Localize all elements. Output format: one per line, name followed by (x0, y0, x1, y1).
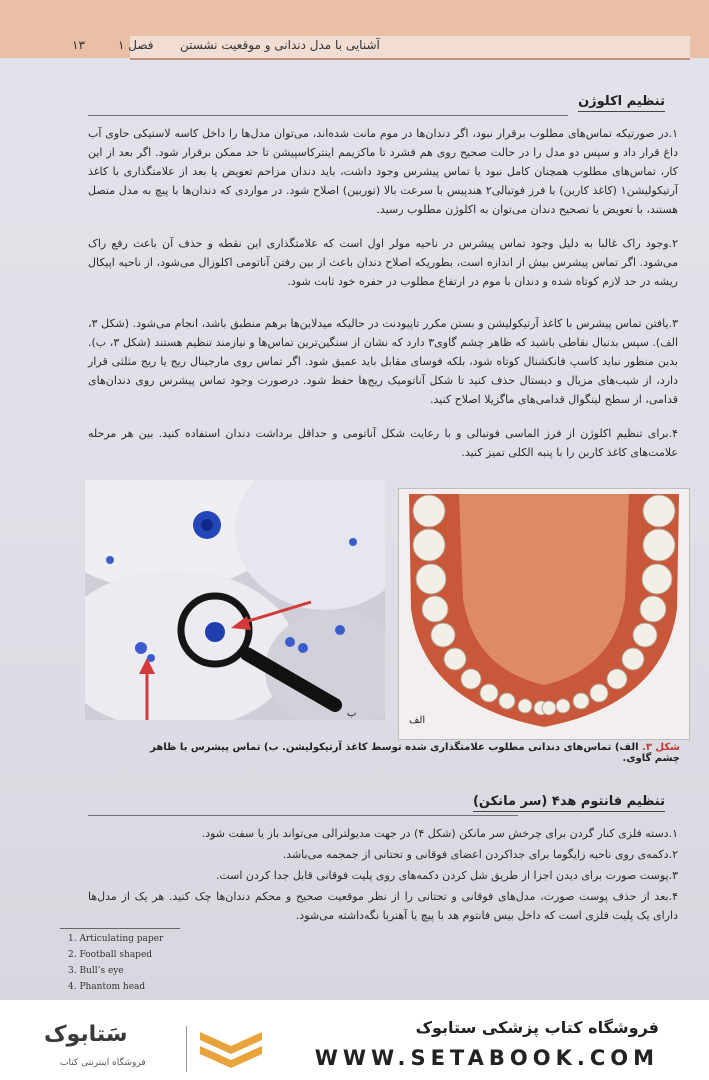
store-name: فروشگاه کتاب پزشکی ستابوک (415, 1018, 659, 1037)
paragraph-3: ۳.یافتن تماس پیشرس با کاغذ آرتیکولیشن و بستن مکرر تاپیودنت در حالیکه میدلاین‌ها برهم منطبق باشد، انجام می‌شود. (شکل ۳، الف). سپس بدنبال نقاطی باشید که ظاهر چشم گاوی۳ دارد که نشان از سنگین‌ترین تماس‌ها و نیازمند تنظیم هستند (شکل ۳، ب). بدین منظور نباید کاسپ فانکشنال کوتاه شود، بلکه فوسای مقابل باید عمیق شود. اگر تماس روی مارجینال ریج یا ریج مثلثی قرار دارد، از شیب‌های مزیال و دیستال حذف کنید تا شکل آناتومیک ریج‌ها حفظ شود. درصورت وجود تماس پیشرس روی دندان‌های قدامی، از سطح لینگوال قدامی‌های ماگزیلا اصلاح کنید. (88, 317, 679, 406)
figure-bulls-eye-photo (85, 480, 385, 720)
paragraph-4: ۴.برای تنظیم اکلوژن از فرز الماسی فوتبالی و با رعایت شکل آناتومی و حداقل برداشت دندان استفاده کنید. بین هر مرحله علامت‌های کاغذ کاربن را با پنبه الکلی تمیز کنید. (88, 427, 678, 459)
section-rule (88, 115, 568, 116)
phantom-step-4: ۴.بعد از حذف پوست صورت، مدل‌های فوقانی و تحتانی را از نظر موقعیت صحیح و محکم دندان‌ها چک کنید. هر یک از مدل‌ها دارای یک پلیت فلزی است که داخل بیس فانتوم هد با پیچ یا آهنربا نگه‌داشته می‌شود. (88, 890, 678, 922)
section-title-phantom-head: تنظیم فانتوم هد۴ (سر مانکن) (473, 794, 665, 812)
footnote-4: 4. Phantom head (68, 982, 146, 992)
footnote-rule (60, 928, 180, 929)
page-number: ۱۳ (72, 38, 85, 52)
phantom-step-3: ۳.پوست صورت برای دیدن اجزا از طریق شل کردن دکمه‌های روی پلیت فوقانی قابل جدا کردن است. (215, 869, 678, 882)
logo-divider (186, 1026, 187, 1072)
phantom-step-1: ۱.دسته فلزی کنار گردن برای چرخش سر مانکن (شکل ۴) در جهت مدیولترالی می‌تواند باز یا سفت شود. (201, 827, 678, 840)
figure-label-b: ب (347, 708, 357, 719)
figure-caption-text: الف) تماس‌های دندانی مطلوب علامتگذاری شده توسط کاغذ آرتیکولیشن. ب) تماس پیشرس با ظاهر چشم گاوی. (150, 742, 680, 764)
section-rule (88, 815, 518, 816)
figure-label-a: الف (409, 715, 426, 726)
paragraph-1: ۱.در صورتیکه تماس‌های مطلوب برقرار نبود، اگر دندان‌ها در موم مانت شده‌اند، می‌توان مدل‌ها را داخل کاسه لاستیکی حاوی آب داغ قرار داد و سپس دو مدل را در حالت صحیح روی هم فشرد تا ماکزیمم اینترکاسپیشن تا حد ممکن برقرار شود. اگر بعد از این کار، تماس‌های مطلوب همچنان کامل نبود یا تماس پیشرس وجود داشت، باید دندان مزاحم تعویض یا بعد از علامتگذاری با کاغذ آرتیکولیشن۱ (کاغذ کاربن) با فرز فوتبالی۲ هندپیس با سرعت بالا (توربین) اصلاح شود. در مواردی که دندان‌ها با پیچ به مدل متصل هستند، با تعویض یا تصحیح دندان می‌توان به اکلوژن مطلوب رسید. (88, 127, 678, 216)
store-logo-subtitle: فروشگاه اینترنتی کتاب (60, 1058, 146, 1068)
figure-number: شکل ۳. (642, 742, 680, 753)
footnote-2: 2. Football shaped (68, 950, 153, 960)
figure-lower-arch-illustration (398, 488, 690, 740)
footnote-1: 1. Articulating paper (68, 934, 164, 944)
paragraph-2: ۲.وجود راک غالبا به دلیل وجود تماس پیشرس در ناحیه مولر اول است که علامتگذاری این نقطه و حذف آن باعث رفع راک می‌شود. اگر تماس پیشرس بیش از اندازه است، بطوریکه اصلاح دندان باعث از بین رفتن آناتومی اکلوزال می‌شود، از ناحیه اپیکال ریشه در حد لازم کوتاه شده و دندان با موم در ارتفاع مطلوب در حفره خود ثابت شود. (88, 237, 678, 288)
figure-caption (130, 742, 680, 764)
dental-arch-diagram (399, 489, 689, 739)
store-url[interactable]: WWW.SETABOOK.COM (314, 1046, 659, 1070)
footnote-3: 3. Bull’s eye (68, 966, 124, 976)
chapter-label: فصل ۱ (118, 38, 154, 52)
phantom-step-2: ۲.دکمه‌ی روی ناحیه زایگوما برای جداکردن اعضای فوقانی و تحتانی از جمجمه می‌باشد. (282, 848, 678, 861)
section-title-occlusion: تنظیم اکلوژن (578, 94, 665, 112)
chapter-title: آشنایی با مدل دندانی و موقعیت نشستن (180, 38, 380, 52)
tooth-contact-illustration (85, 480, 385, 720)
store-logo-text: سَتابوک (44, 1022, 128, 1047)
book-logo-icon (196, 1024, 266, 1074)
